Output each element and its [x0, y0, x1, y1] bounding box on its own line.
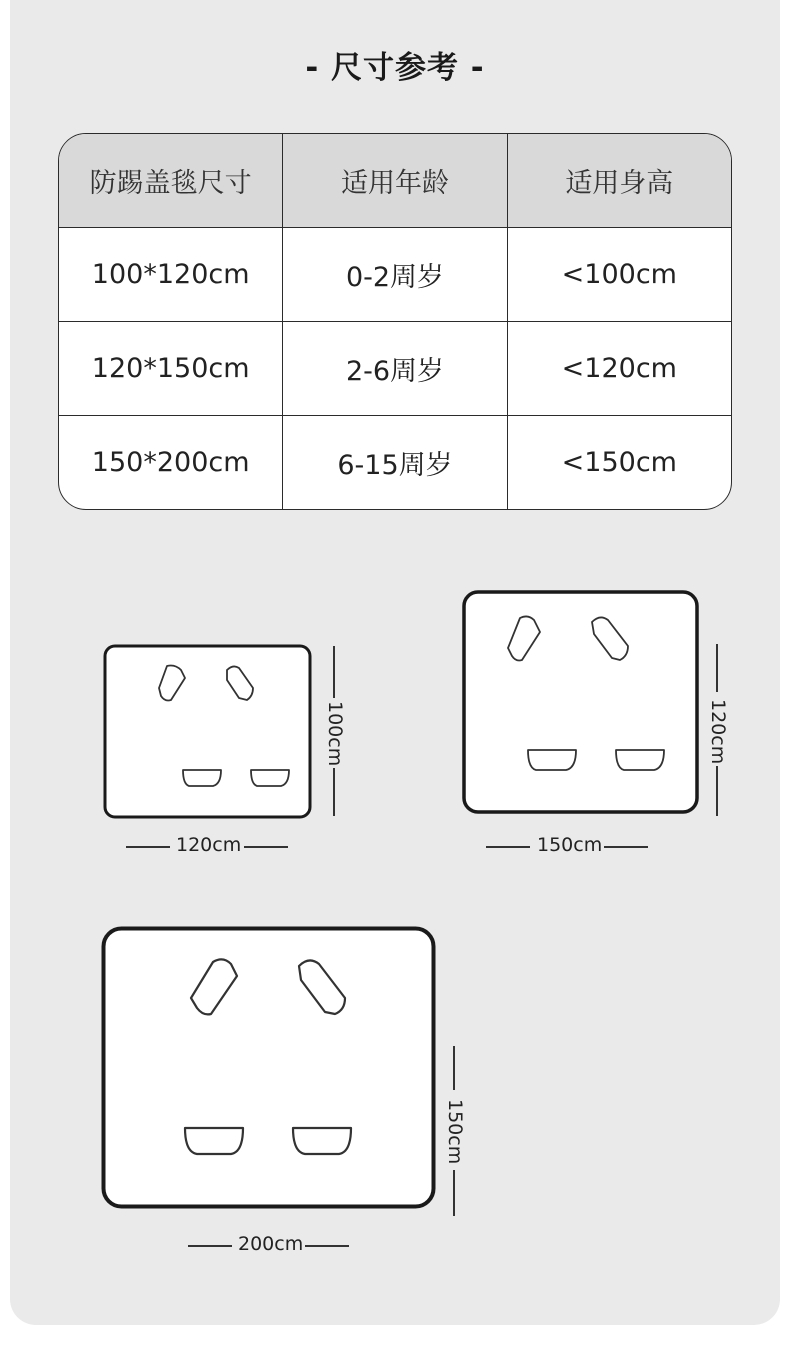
table-header-row [59, 134, 731, 227]
header-cell-age: 适用年龄 [282, 134, 506, 227]
width-label: 150cm [537, 834, 603, 856]
height-label: 100cm [324, 701, 346, 767]
table-row [59, 415, 731, 509]
header-cell-size: 防踢盖毯尺寸 [89, 168, 252, 199]
table-cell: 120*150cm [91, 353, 250, 384]
blanket-large-icon [101, 926, 437, 1210]
table-cell: 150*200cm [91, 447, 250, 478]
height-dimension-line [333, 768, 335, 816]
blanket-small-icon [103, 644, 313, 820]
table-row [59, 227, 731, 321]
height-dimension-line [716, 766, 718, 816]
height-dimension-line [716, 644, 718, 692]
table-cell: <150cm [507, 416, 731, 509]
width-dimension-line [244, 846, 288, 848]
blanket-medium-icon [462, 590, 700, 816]
height-label: 150cm [444, 1099, 466, 1165]
table-cell: 100*120cm [91, 259, 250, 290]
height-dimension-line [453, 1046, 455, 1090]
width-dimension-line [305, 1245, 349, 1247]
table-cell: <120cm [507, 322, 731, 415]
height-dimension-line [333, 646, 335, 698]
width-label: 120cm [176, 834, 242, 856]
page-title: - 尺寸参考 - [305, 50, 485, 86]
width-dimension-line [188, 1245, 232, 1247]
table-cell: 6-15周岁 [282, 416, 506, 509]
width-dimension-line [604, 846, 648, 848]
width-label: 200cm [238, 1233, 304, 1255]
width-dimension-line [486, 846, 530, 848]
size-table [58, 133, 732, 510]
width-dimension-line [126, 846, 170, 848]
table-row [59, 321, 731, 415]
table-cell: <100cm [507, 228, 731, 321]
height-label: 120cm [707, 699, 729, 765]
height-dimension-line [453, 1170, 455, 1216]
table-cell: 2-6周岁 [282, 322, 506, 415]
header-cell-height: 适用身高 [507, 134, 731, 227]
table-cell: 0-2周岁 [282, 228, 506, 321]
